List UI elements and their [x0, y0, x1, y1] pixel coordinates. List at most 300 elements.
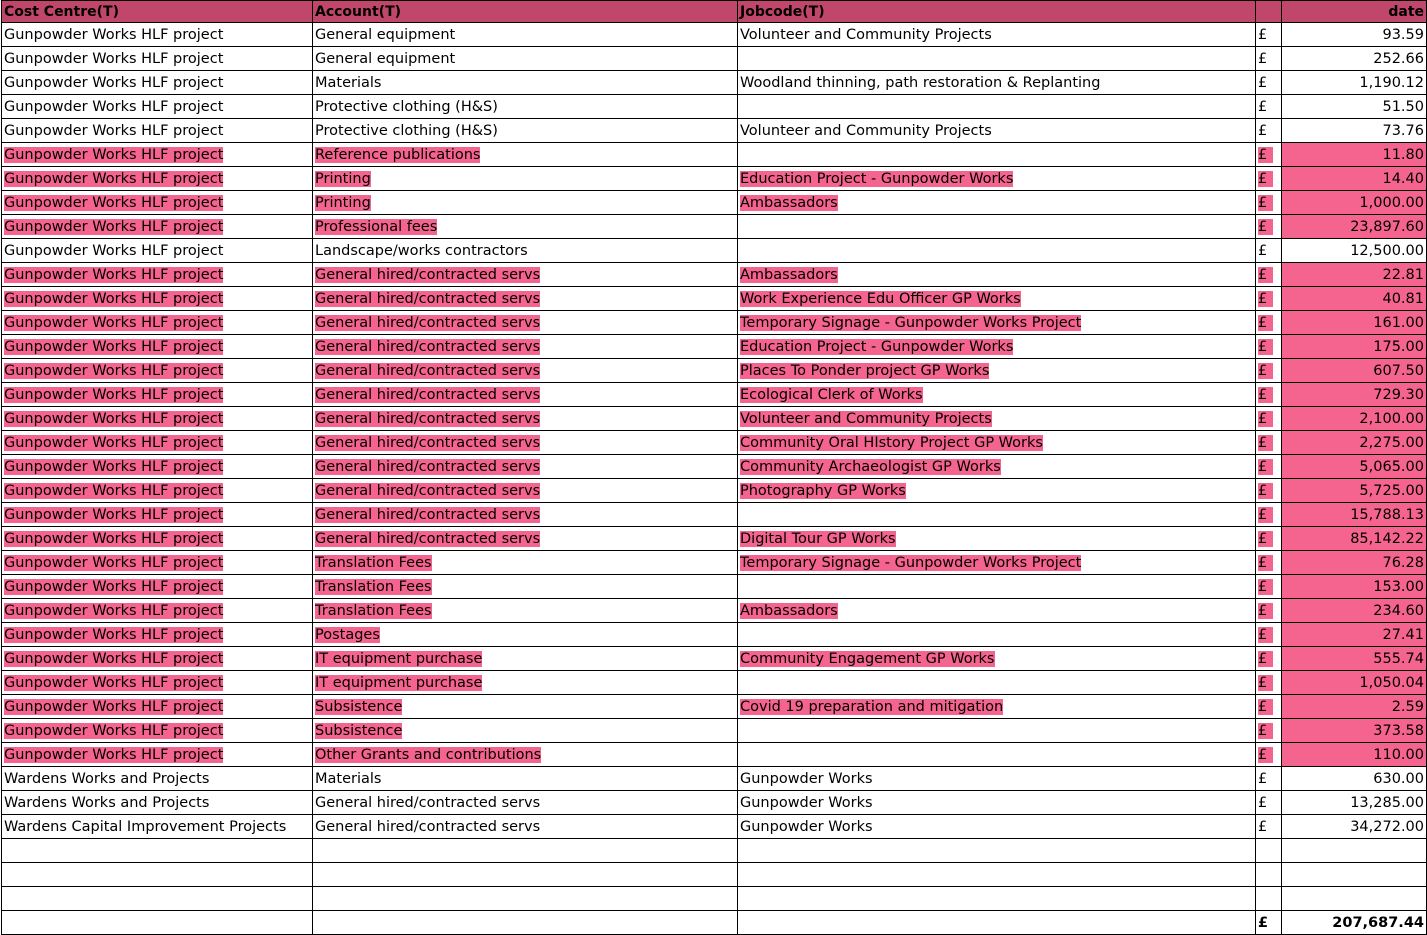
- jobcode-cell[interactable]: [738, 143, 1256, 167]
- cost-centre-cell[interactable]: [2, 143, 313, 167]
- currency-cell[interactable]: [1256, 455, 1282, 479]
- amount-cell[interactable]: [1282, 167, 1427, 191]
- jobcode-cell[interactable]: [738, 407, 1256, 431]
- jobcode-cell[interactable]: [738, 287, 1256, 311]
- account-cell-text: Materials: [315, 75, 382, 91]
- jobcode-cell[interactable]: [738, 71, 1256, 95]
- currency-cell[interactable]: [1256, 359, 1282, 383]
- account-cell[interactable]: [313, 455, 738, 479]
- currency-cell-text: £: [1258, 747, 1273, 763]
- cost-centre-cell[interactable]: [2, 575, 313, 599]
- amount-cell-text: 153.00: [1373, 579, 1424, 595]
- cost-centre-cell-text: Gunpowder Works HLF project: [4, 363, 224, 379]
- currency-cell[interactable]: [1256, 623, 1282, 647]
- currency-cell[interactable]: [1256, 575, 1282, 599]
- table-row: [2, 407, 1427, 431]
- cost-centre-cell[interactable]: [2, 719, 313, 743]
- amount-cell[interactable]: [1282, 791, 1427, 815]
- amount-cell-text: 27.41: [1382, 627, 1424, 643]
- header-date[interactable]: date: [1282, 1, 1427, 23]
- amount-cell[interactable]: [1282, 311, 1427, 335]
- cost-centre-cell[interactable]: [2, 695, 313, 719]
- jobcode-cell[interactable]: [738, 23, 1256, 47]
- cost-centre-cell-text: Gunpowder Works HLF project: [4, 99, 224, 115]
- cost-centre-cell[interactable]: [2, 383, 313, 407]
- amount-cell-text: 630.00: [1373, 771, 1424, 787]
- jobcode-cell-text: Temporary Signage - Gunpowder Works Project: [740, 315, 1082, 331]
- amount-cell-text: 12,500.00: [1350, 243, 1424, 259]
- jobcode-cell[interactable]: [738, 599, 1256, 623]
- cost-centre-cell-text: Gunpowder Works HLF project: [4, 627, 224, 643]
- currency-cell[interactable]: [1256, 23, 1282, 47]
- table-row: [2, 575, 1427, 599]
- table-row: [2, 311, 1427, 335]
- cost-centre-cell[interactable]: [2, 239, 313, 263]
- currency-cell-text: £: [1258, 363, 1273, 379]
- account-cell[interactable]: [313, 335, 738, 359]
- account-cell-text: General equipment: [315, 27, 456, 43]
- account-cell[interactable]: [313, 599, 738, 623]
- amount-cell-text: 13,285.00: [1350, 795, 1424, 811]
- currency-cell-text: £: [1258, 315, 1273, 331]
- account-cell[interactable]: [313, 359, 738, 383]
- currency-cell[interactable]: [1256, 143, 1282, 167]
- currency-cell[interactable]: [1256, 767, 1282, 791]
- jobcode-cell[interactable]: [738, 863, 1256, 887]
- amount-cell[interactable]: [1282, 335, 1427, 359]
- account-cell[interactable]: [313, 839, 738, 863]
- jobcode-cell[interactable]: [738, 695, 1256, 719]
- cost-centre-cell[interactable]: [2, 431, 313, 455]
- account-cell[interactable]: [313, 887, 738, 911]
- currency-cell-text: £: [1258, 339, 1273, 355]
- jobcode-cell[interactable]: [738, 215, 1256, 239]
- currency-cell[interactable]: [1256, 887, 1282, 911]
- cost-centre-cell[interactable]: [2, 815, 313, 839]
- currency-cell[interactable]: [1256, 551, 1282, 575]
- amount-cell-text: 607.50: [1373, 363, 1424, 379]
- currency-cell[interactable]: [1256, 335, 1282, 359]
- account-cell[interactable]: [313, 551, 738, 575]
- jobcode-cell[interactable]: [738, 623, 1256, 647]
- jobcode-cell[interactable]: [738, 527, 1256, 551]
- jobcode-cell[interactable]: [738, 887, 1256, 911]
- account-cell[interactable]: [313, 95, 738, 119]
- account-cell[interactable]: [313, 719, 738, 743]
- account-cell[interactable]: [313, 407, 738, 431]
- jobcode-cell-text: Education Project - Gunpowder Works: [740, 171, 1014, 187]
- jobcode-cell[interactable]: [738, 503, 1256, 527]
- cost-centre-cell-text: Gunpowder Works HLF project: [4, 171, 224, 187]
- cost-centre-cell[interactable]: [2, 839, 313, 863]
- amount-cell[interactable]: [1282, 863, 1427, 887]
- currency-cell[interactable]: [1256, 47, 1282, 71]
- account-cell[interactable]: [313, 47, 738, 71]
- amount-cell-text: 34,272.00: [1350, 819, 1424, 835]
- cost-centre-cell-text: Gunpowder Works HLF project: [4, 459, 224, 475]
- cost-centre-cell-text: Gunpowder Works HLF project: [4, 339, 224, 355]
- currency-cell[interactable]: [1256, 383, 1282, 407]
- table-row: [2, 119, 1427, 143]
- amount-cell[interactable]: [1282, 623, 1427, 647]
- jobcode-cell[interactable]: [738, 95, 1256, 119]
- currency-cell[interactable]: [1256, 839, 1282, 863]
- currency-cell-text: £: [1258, 171, 1273, 187]
- table-row: [2, 167, 1427, 191]
- currency-cell[interactable]: [1256, 407, 1282, 431]
- account-cell[interactable]: [313, 263, 738, 287]
- amount-cell-text: 110.00: [1373, 747, 1424, 763]
- amount-cell[interactable]: [1282, 719, 1427, 743]
- amount-cell[interactable]: [1282, 191, 1427, 215]
- amount-cell-text: 373.58: [1373, 723, 1424, 739]
- cost-centre-cell[interactable]: [2, 335, 313, 359]
- amount-cell[interactable]: [1282, 215, 1427, 239]
- jobcode-cell[interactable]: [738, 167, 1256, 191]
- cost-centre-cell-text: Gunpowder Works HLF project: [4, 75, 224, 91]
- account-cell-text: General hired/contracted servs: [315, 267, 541, 283]
- account-cell-text: Printing: [315, 171, 371, 187]
- account-cell[interactable]: [313, 575, 738, 599]
- jobcode-cell[interactable]: [738, 551, 1256, 575]
- cost-centre-cell-text: Gunpowder Works HLF project: [4, 411, 224, 427]
- account-cell[interactable]: [313, 479, 738, 503]
- account-cell[interactable]: [313, 431, 738, 455]
- jobcode-cell[interactable]: [738, 119, 1256, 143]
- account-cell[interactable]: [313, 815, 738, 839]
- cost-centre-cell[interactable]: [2, 311, 313, 335]
- account-cell-text: Subsistence: [315, 723, 403, 739]
- cost-centre-cell[interactable]: [2, 647, 313, 671]
- currency-cell[interactable]: [1256, 191, 1282, 215]
- amount-cell-text: 76.28: [1382, 555, 1424, 571]
- cost-centre-cell-text: Gunpowder Works HLF project: [4, 531, 224, 547]
- currency-cell[interactable]: [1256, 671, 1282, 695]
- amount-cell-text: 1,000.00: [1359, 195, 1424, 211]
- cost-centre-cell[interactable]: [2, 287, 313, 311]
- currency-cell[interactable]: [1256, 479, 1282, 503]
- cost-centre-cell[interactable]: [2, 455, 313, 479]
- account-cell[interactable]: [313, 911, 738, 935]
- currency-cell-text: £: [1258, 291, 1273, 307]
- account-cell[interactable]: [313, 767, 738, 791]
- account-cell[interactable]: [313, 167, 738, 191]
- account-cell[interactable]: [313, 743, 738, 767]
- amount-cell[interactable]: [1282, 407, 1427, 431]
- currency-cell-text: £: [1258, 99, 1268, 115]
- cost-centre-cell-text: Wardens Works and Projects: [4, 795, 210, 811]
- jobcode-cell[interactable]: [738, 767, 1256, 791]
- amount-cell[interactable]: [1282, 287, 1427, 311]
- amount-cell[interactable]: [1282, 143, 1427, 167]
- table-row: [2, 503, 1427, 527]
- amount-cell[interactable]: [1282, 359, 1427, 383]
- jobcode-cell[interactable]: [738, 239, 1256, 263]
- jobcode-cell[interactable]: [738, 335, 1256, 359]
- currency-cell-text: £: [1258, 507, 1273, 523]
- amount-cell[interactable]: [1282, 95, 1427, 119]
- table-row: [2, 335, 1427, 359]
- table-row: [2, 527, 1427, 551]
- account-cell-text: IT equipment purchase: [315, 675, 483, 691]
- amount-cell[interactable]: [1282, 647, 1427, 671]
- currency-cell-text: £: [1258, 243, 1268, 259]
- amount-cell[interactable]: [1282, 695, 1427, 719]
- amount-cell[interactable]: [1282, 431, 1427, 455]
- cost-centre-cell[interactable]: [2, 743, 313, 767]
- cost-centre-cell[interactable]: [2, 407, 313, 431]
- table-row: [2, 263, 1427, 287]
- jobcode-cell[interactable]: [738, 311, 1256, 335]
- account-cell-text: Translation Fees: [315, 555, 432, 571]
- jobcode-cell-text: Gunpowder Works: [740, 795, 873, 811]
- account-cell-text: General hired/contracted servs: [315, 315, 541, 331]
- amount-cell[interactable]: [1282, 71, 1427, 95]
- empty-row: [2, 863, 1427, 887]
- currency-cell[interactable]: [1256, 791, 1282, 815]
- jobcode-cell-text: Volunteer and Community Projects: [740, 411, 992, 427]
- table-row: [2, 767, 1427, 791]
- amount-cell-text: 14.40: [1382, 171, 1424, 187]
- amount-cell[interactable]: [1282, 839, 1427, 863]
- header-row: [2, 1, 1427, 23]
- header-jobcode[interactable]: Jobcode(T): [738, 1, 1256, 23]
- currency-cell[interactable]: [1256, 863, 1282, 887]
- currency-cell[interactable]: [1256, 695, 1282, 719]
- table-row: [2, 383, 1427, 407]
- amount-cell[interactable]: [1282, 239, 1427, 263]
- amount-cell-text: 2,275.00: [1359, 435, 1424, 451]
- currency-cell[interactable]: [1256, 647, 1282, 671]
- account-cell[interactable]: [313, 239, 738, 263]
- currency-cell[interactable]: [1256, 503, 1282, 527]
- total-currency[interactable]: £: [1256, 911, 1282, 935]
- table-row: [2, 191, 1427, 215]
- account-cell[interactable]: [313, 383, 738, 407]
- amount-cell[interactable]: [1282, 767, 1427, 791]
- table-row: [2, 695, 1427, 719]
- cost-centre-cell-text: Gunpowder Works HLF project: [4, 387, 224, 403]
- currency-cell-text: £: [1258, 555, 1273, 571]
- amount-cell[interactable]: [1282, 383, 1427, 407]
- amount-cell-text: 252.66: [1373, 51, 1424, 67]
- currency-cell[interactable]: [1256, 287, 1282, 311]
- cost-centre-cell[interactable]: [2, 599, 313, 623]
- jobcode-cell[interactable]: [738, 431, 1256, 455]
- account-cell[interactable]: [313, 791, 738, 815]
- amount-cell[interactable]: [1282, 263, 1427, 287]
- currency-cell[interactable]: [1256, 815, 1282, 839]
- jobcode-cell[interactable]: [738, 671, 1256, 695]
- jobcode-cell[interactable]: [738, 455, 1256, 479]
- amount-cell[interactable]: [1282, 599, 1427, 623]
- jobcode-cell[interactable]: [738, 359, 1256, 383]
- jobcode-cell[interactable]: [738, 743, 1256, 767]
- amount-cell[interactable]: [1282, 575, 1427, 599]
- currency-cell[interactable]: [1256, 431, 1282, 455]
- currency-cell[interactable]: [1256, 311, 1282, 335]
- cost-centre-cell[interactable]: [2, 191, 313, 215]
- header-currency[interactable]: [1256, 1, 1282, 23]
- currency-cell[interactable]: [1256, 263, 1282, 287]
- account-cell-text: Postages: [315, 627, 380, 643]
- cost-centre-cell[interactable]: [2, 47, 313, 71]
- amount-cell[interactable]: [1282, 743, 1427, 767]
- account-cell-text: General hired/contracted servs: [315, 459, 541, 475]
- cost-centre-cell-text: Gunpowder Works HLF project: [4, 675, 224, 691]
- account-cell-text: General hired/contracted servs: [315, 819, 541, 835]
- amount-cell-text: 5,725.00: [1359, 483, 1424, 499]
- currency-cell[interactable]: [1256, 719, 1282, 743]
- table-row: [2, 239, 1427, 263]
- account-cell[interactable]: [313, 863, 738, 887]
- currency-cell[interactable]: [1256, 71, 1282, 95]
- table-row: [2, 743, 1427, 767]
- amount-cell[interactable]: [1282, 23, 1427, 47]
- amount-cell-text: 1,190.12: [1359, 75, 1424, 91]
- amount-cell[interactable]: [1282, 455, 1427, 479]
- cost-centre-cell-text: Gunpowder Works HLF project: [4, 123, 224, 139]
- jobcode-cell[interactable]: [738, 839, 1256, 863]
- total-row: [2, 911, 1427, 935]
- amount-cell[interactable]: [1282, 551, 1427, 575]
- cost-centre-cell[interactable]: [2, 551, 313, 575]
- cost-centre-cell[interactable]: [2, 527, 313, 551]
- amount-cell[interactable]: [1282, 47, 1427, 71]
- jobcode-cell[interactable]: [738, 263, 1256, 287]
- currency-cell-text: £: [1258, 387, 1273, 403]
- amount-cell-text: 5,065.00: [1359, 459, 1424, 475]
- account-cell[interactable]: [313, 647, 738, 671]
- account-cell[interactable]: [313, 695, 738, 719]
- jobcode-cell-text: Places To Ponder project GP Works: [740, 363, 990, 379]
- currency-cell[interactable]: [1256, 119, 1282, 143]
- currency-cell[interactable]: [1256, 527, 1282, 551]
- currency-cell-text: £: [1258, 123, 1268, 139]
- amount-cell[interactable]: [1282, 815, 1427, 839]
- cost-centre-cell[interactable]: [2, 911, 313, 935]
- amount-cell-text: 93.59: [1382, 27, 1424, 43]
- jobcode-cell-text: Community Engagement GP Works: [740, 651, 995, 667]
- currency-cell-text: £: [1258, 699, 1273, 715]
- amount-cell-text: 51.50: [1382, 99, 1424, 115]
- account-cell-text: Other Grants and contributions: [315, 747, 542, 763]
- account-cell[interactable]: [313, 23, 738, 47]
- cost-centre-cell[interactable]: [2, 479, 313, 503]
- jobcode-cell[interactable]: [738, 911, 1256, 935]
- table-row: [2, 791, 1427, 815]
- account-cell[interactable]: [313, 71, 738, 95]
- account-cell-text: Protective clothing (H&S): [315, 123, 498, 139]
- amount-cell[interactable]: [1282, 503, 1427, 527]
- jobcode-cell-text: Covid 19 preparation and mitigation: [740, 699, 1004, 715]
- account-cell[interactable]: [313, 215, 738, 239]
- jobcode-cell[interactable]: [738, 815, 1256, 839]
- cost-centre-cell[interactable]: [2, 167, 313, 191]
- cost-centre-cell[interactable]: [2, 263, 313, 287]
- currency-cell[interactable]: [1256, 743, 1282, 767]
- amount-cell[interactable]: [1282, 119, 1427, 143]
- jobcode-cell[interactable]: [738, 719, 1256, 743]
- account-cell[interactable]: [313, 191, 738, 215]
- currency-cell-text: £: [1258, 675, 1273, 691]
- account-cell[interactable]: [313, 503, 738, 527]
- table-row: [2, 719, 1427, 743]
- currency-cell[interactable]: [1256, 95, 1282, 119]
- cost-centre-cell[interactable]: [2, 215, 313, 239]
- jobcode-cell-text: Woodland thinning, path restoration & Replanting: [740, 75, 1101, 91]
- cost-centre-cell[interactable]: [2, 863, 313, 887]
- cost-centre-cell[interactable]: [2, 887, 313, 911]
- account-cell-text: General hired/contracted servs: [315, 387, 541, 403]
- cost-centre-cell[interactable]: [2, 791, 313, 815]
- cost-centre-cell[interactable]: [2, 95, 313, 119]
- jobcode-cell[interactable]: [738, 47, 1256, 71]
- header-cost-centre[interactable]: Cost Centre(T): [2, 1, 313, 23]
- cost-centre-cell[interactable]: [2, 23, 313, 47]
- currency-cell[interactable]: [1256, 215, 1282, 239]
- currency-cell[interactable]: [1256, 239, 1282, 263]
- account-cell-text: Reference publications: [315, 147, 481, 163]
- total-amount[interactable]: 207,687.44: [1282, 911, 1427, 935]
- jobcode-cell[interactable]: [738, 191, 1256, 215]
- jobcode-cell[interactable]: [738, 383, 1256, 407]
- account-cell[interactable]: [313, 119, 738, 143]
- cost-centre-cell[interactable]: [2, 671, 313, 695]
- header-account[interactable]: Account(T): [313, 1, 738, 23]
- table-row: [2, 479, 1427, 503]
- account-cell[interactable]: [313, 143, 738, 167]
- cost-centre-cell[interactable]: [2, 503, 313, 527]
- jobcode-cell[interactable]: [738, 791, 1256, 815]
- account-cell[interactable]: [313, 527, 738, 551]
- account-cell[interactable]: [313, 623, 738, 647]
- amount-cell[interactable]: [1282, 479, 1427, 503]
- cost-centre-cell[interactable]: [2, 623, 313, 647]
- amount-cell[interactable]: [1282, 527, 1427, 551]
- cost-centre-cell[interactable]: [2, 359, 313, 383]
- jobcode-cell[interactable]: [738, 575, 1256, 599]
- table-row: [2, 47, 1427, 71]
- currency-cell[interactable]: [1256, 599, 1282, 623]
- account-cell-text: Protective clothing (H&S): [315, 99, 498, 115]
- spreadsheet-table: [1, 0, 1427, 935]
- jobcode-cell-text: Work Experience Edu Officer GP Works: [740, 291, 1021, 307]
- currency-cell-text: £: [1258, 819, 1268, 835]
- account-cell[interactable]: [313, 671, 738, 695]
- cost-centre-cell-text: Gunpowder Works HLF project: [4, 315, 224, 331]
- jobcode-cell-text: Ambassadors: [740, 267, 838, 283]
- cost-centre-cell-text: Gunpowder Works HLF project: [4, 483, 224, 499]
- currency-cell[interactable]: [1256, 167, 1282, 191]
- account-cell[interactable]: [313, 311, 738, 335]
- jobcode-cell[interactable]: [738, 647, 1256, 671]
- cost-centre-cell[interactable]: [2, 71, 313, 95]
- jobcode-cell[interactable]: [738, 479, 1256, 503]
- cost-centre-cell[interactable]: [2, 119, 313, 143]
- amount-cell-text: 2.59: [1391, 699, 1424, 715]
- jobcode-cell-text: Volunteer and Community Projects: [740, 27, 992, 43]
- amount-cell-text: 555.74: [1373, 651, 1424, 667]
- currency-cell-text: £: [1258, 75, 1268, 91]
- amount-cell-text: 40.81: [1382, 291, 1424, 307]
- amount-cell[interactable]: [1282, 887, 1427, 911]
- cost-centre-cell[interactable]: [2, 767, 313, 791]
- amount-cell[interactable]: [1282, 671, 1427, 695]
- sheet-body: [2, 1, 1427, 935]
- account-cell[interactable]: [313, 287, 738, 311]
- table-row: [2, 815, 1427, 839]
